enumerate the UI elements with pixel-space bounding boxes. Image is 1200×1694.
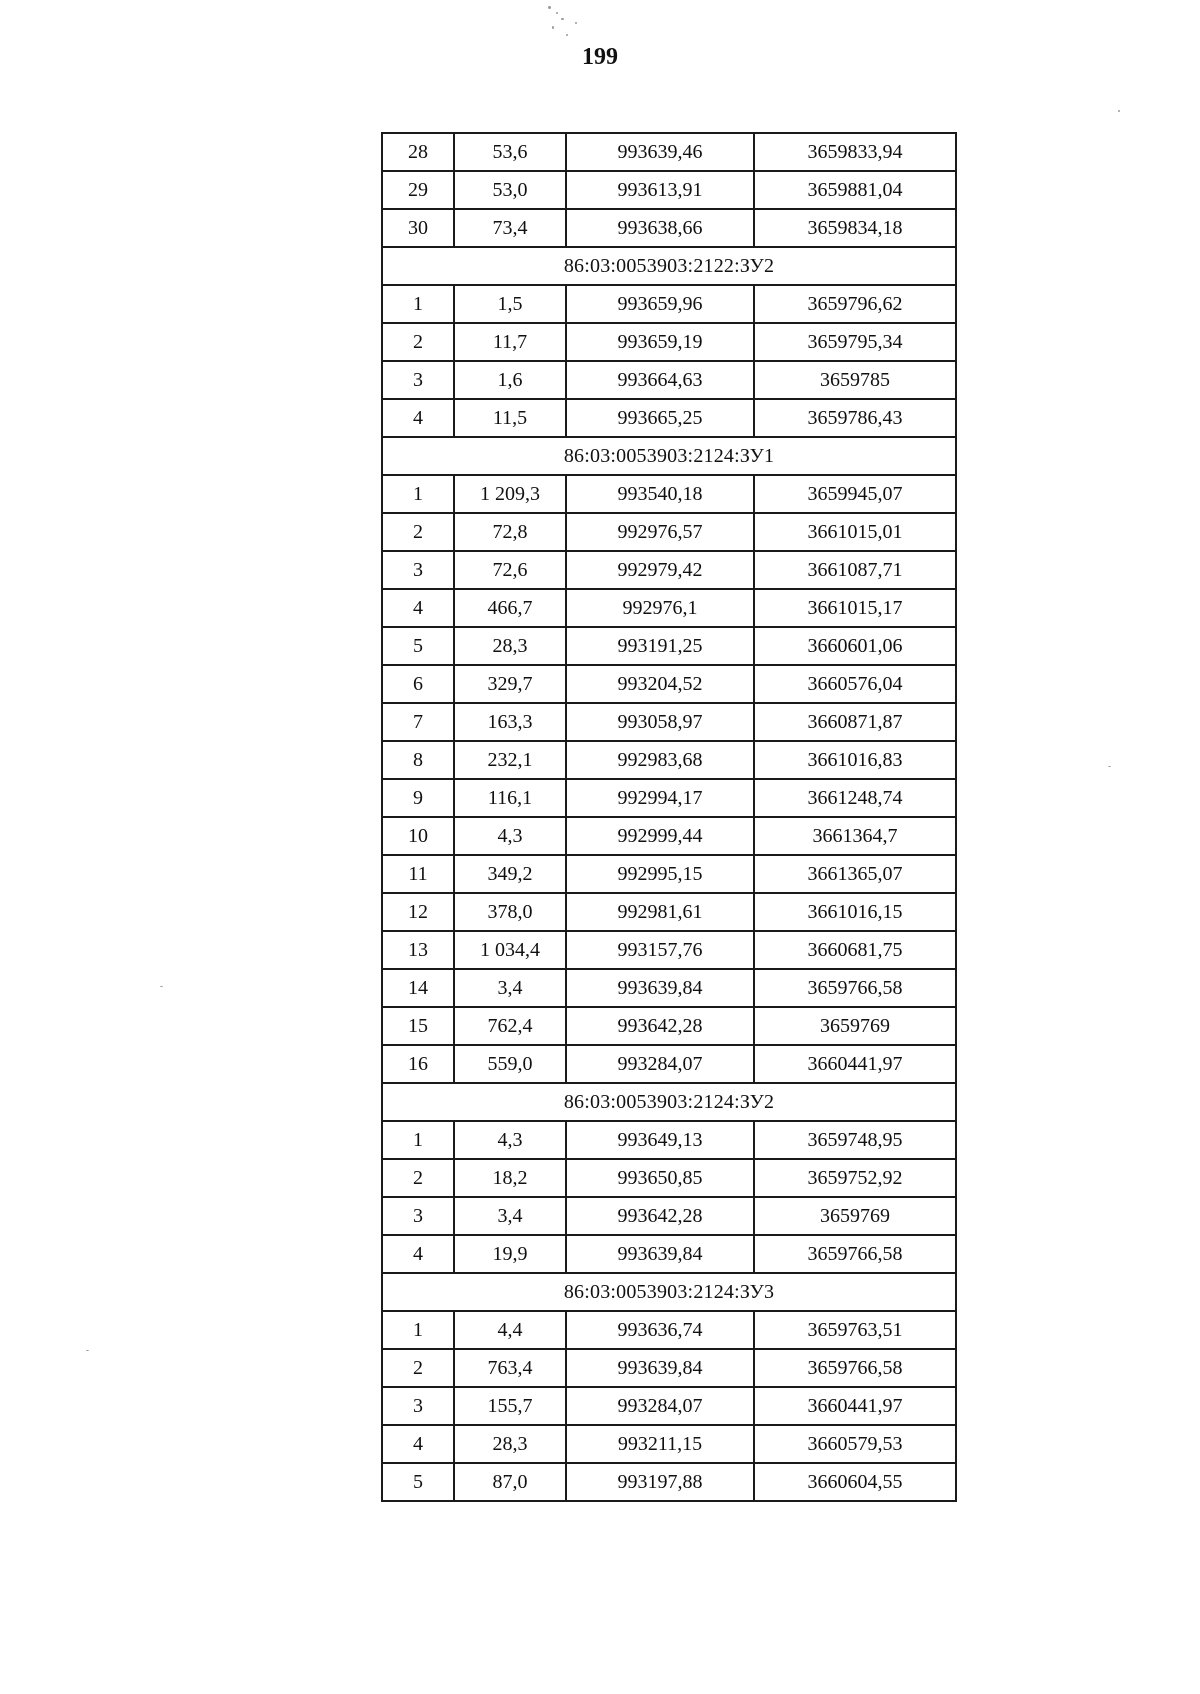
x-coordinate-cell: 992995,15 — [566, 855, 754, 893]
y-coordinate-cell: 3661016,15 — [754, 893, 956, 931]
scan-speck — [561, 18, 564, 20]
cadastral-number-label: 86:03:0053903:2124:ЗУ3 — [382, 1273, 956, 1311]
x-coordinate-cell: 992976,1 — [566, 589, 754, 627]
y-coordinate-cell: 3660576,04 — [754, 665, 956, 703]
table-row — [382, 513, 956, 551]
y-coordinate-cell: 3660601,06 — [754, 627, 956, 665]
page-number: 199 — [582, 44, 618, 70]
y-coordinate-cell: 3661015,17 — [754, 589, 956, 627]
point-number-cell: 4 — [382, 1235, 454, 1273]
segment-length-cell: 155,7 — [454, 1387, 566, 1425]
x-coordinate-cell: 993638,66 — [566, 209, 754, 247]
point-number-cell: 4 — [382, 399, 454, 437]
point-number-cell: 13 — [382, 931, 454, 969]
y-coordinate-cell: 3659795,34 — [754, 323, 956, 361]
y-coordinate-cell: 3661087,71 — [754, 551, 956, 589]
table-row — [382, 475, 956, 513]
segment-length-cell: 329,7 — [454, 665, 566, 703]
point-number-cell: 3 — [382, 1387, 454, 1425]
table-row — [382, 133, 956, 171]
segment-length-cell: 349,2 — [454, 855, 566, 893]
table-row — [382, 285, 956, 323]
y-coordinate-cell: 3659769 — [754, 1197, 956, 1235]
x-coordinate-cell: 993642,28 — [566, 1007, 754, 1045]
y-coordinate-cell: 3661015,01 — [754, 513, 956, 551]
y-coordinate-cell: 3659833,94 — [754, 133, 956, 171]
x-coordinate-cell: 992994,17 — [566, 779, 754, 817]
table-row — [382, 361, 956, 399]
segment-length-cell: 11,5 — [454, 399, 566, 437]
table-row — [382, 893, 956, 931]
point-number-cell: 14 — [382, 969, 454, 1007]
x-coordinate-cell: 993659,96 — [566, 285, 754, 323]
scan-speck — [1118, 110, 1120, 112]
x-coordinate-cell: 993284,07 — [566, 1387, 754, 1425]
x-coordinate-cell: 993058,97 — [566, 703, 754, 741]
segment-length-cell: 28,3 — [454, 1425, 566, 1463]
scan-speck — [1108, 766, 1111, 767]
y-coordinate-cell: 3659796,62 — [754, 285, 956, 323]
x-coordinate-cell: 993540,18 — [566, 475, 754, 513]
table-row — [382, 817, 956, 855]
x-coordinate-cell: 993665,25 — [566, 399, 754, 437]
segment-length-cell: 28,3 — [454, 627, 566, 665]
point-number-cell: 9 — [382, 779, 454, 817]
cadastral-number-label: 86:03:0053903:2124:ЗУ2 — [382, 1083, 956, 1121]
y-coordinate-cell: 3659766,58 — [754, 1235, 956, 1273]
y-coordinate-cell: 3659766,58 — [754, 1349, 956, 1387]
segment-length-cell: 116,1 — [454, 779, 566, 817]
table-row — [382, 779, 956, 817]
table-row — [382, 1349, 956, 1387]
segment-length-cell: 763,4 — [454, 1349, 566, 1387]
section-header-row — [382, 247, 956, 285]
coordinates-table — [381, 132, 957, 1502]
x-coordinate-cell: 992981,61 — [566, 893, 754, 931]
point-number-cell: 2 — [382, 1349, 454, 1387]
y-coordinate-cell: 3660441,97 — [754, 1045, 956, 1083]
segment-length-cell: 19,9 — [454, 1235, 566, 1273]
scan-speck — [548, 6, 551, 9]
scan-speck — [552, 26, 554, 29]
x-coordinate-cell: 993204,52 — [566, 665, 754, 703]
point-number-cell: 1 — [382, 475, 454, 513]
segment-length-cell: 1,6 — [454, 361, 566, 399]
point-number-cell: 2 — [382, 513, 454, 551]
table-row — [382, 931, 956, 969]
y-coordinate-cell: 3659945,07 — [754, 475, 956, 513]
x-coordinate-cell: 993636,74 — [566, 1311, 754, 1349]
segment-length-cell: 1,5 — [454, 285, 566, 323]
y-coordinate-cell: 3661365,07 — [754, 855, 956, 893]
section-header-row — [382, 1273, 956, 1311]
x-coordinate-cell: 993197,88 — [566, 1463, 754, 1501]
x-coordinate-cell: 993613,91 — [566, 171, 754, 209]
y-coordinate-cell: 3660579,53 — [754, 1425, 956, 1463]
point-number-cell: 2 — [382, 1159, 454, 1197]
y-coordinate-cell: 3659766,58 — [754, 969, 956, 1007]
segment-length-cell: 4,4 — [454, 1311, 566, 1349]
x-coordinate-cell: 993639,84 — [566, 1349, 754, 1387]
segment-length-cell: 3,4 — [454, 969, 566, 1007]
y-coordinate-cell: 3661364,7 — [754, 817, 956, 855]
y-coordinate-cell: 3660871,87 — [754, 703, 956, 741]
point-number-cell: 16 — [382, 1045, 454, 1083]
table-row — [382, 1121, 956, 1159]
segment-length-cell: 87,0 — [454, 1463, 566, 1501]
table-row — [382, 1159, 956, 1197]
point-number-cell: 4 — [382, 1425, 454, 1463]
point-number-cell: 1 — [382, 1121, 454, 1159]
x-coordinate-cell: 993639,84 — [566, 1235, 754, 1273]
y-coordinate-cell: 3659748,95 — [754, 1121, 956, 1159]
x-coordinate-cell: 993157,76 — [566, 931, 754, 969]
coordinates-table-body — [382, 133, 956, 1501]
point-number-cell: 5 — [382, 627, 454, 665]
table-row — [382, 1387, 956, 1425]
table-row — [382, 589, 956, 627]
segment-length-cell: 53,0 — [454, 171, 566, 209]
segment-length-cell: 1 034,4 — [454, 931, 566, 969]
scan-speck — [86, 1350, 89, 1351]
table-row — [382, 969, 956, 1007]
segment-length-cell: 4,3 — [454, 817, 566, 855]
point-number-cell: 10 — [382, 817, 454, 855]
point-number-cell: 3 — [382, 551, 454, 589]
point-number-cell: 2 — [382, 323, 454, 361]
x-coordinate-cell: 993649,13 — [566, 1121, 754, 1159]
y-coordinate-cell: 3659752,92 — [754, 1159, 956, 1197]
segment-length-cell: 53,6 — [454, 133, 566, 171]
table-row — [382, 1463, 956, 1501]
point-number-cell: 1 — [382, 1311, 454, 1349]
segment-length-cell: 72,6 — [454, 551, 566, 589]
y-coordinate-cell: 3659834,18 — [754, 209, 956, 247]
x-coordinate-cell: 993650,85 — [566, 1159, 754, 1197]
table-row — [382, 551, 956, 589]
table-row — [382, 855, 956, 893]
segment-length-cell: 762,4 — [454, 1007, 566, 1045]
point-number-cell: 6 — [382, 665, 454, 703]
table-row — [382, 1425, 956, 1463]
table-row — [382, 1311, 956, 1349]
y-coordinate-cell: 3659786,43 — [754, 399, 956, 437]
table-row — [382, 1235, 956, 1273]
point-number-cell: 29 — [382, 171, 454, 209]
point-number-cell: 30 — [382, 209, 454, 247]
segment-length-cell: 4,3 — [454, 1121, 566, 1159]
table-row — [382, 209, 956, 247]
segment-length-cell: 466,7 — [454, 589, 566, 627]
table-row — [382, 323, 956, 361]
scan-speck — [160, 986, 163, 987]
y-coordinate-cell: 3661248,74 — [754, 779, 956, 817]
table-row — [382, 1045, 956, 1083]
x-coordinate-cell: 992983,68 — [566, 741, 754, 779]
table-row — [382, 171, 956, 209]
segment-length-cell: 72,8 — [454, 513, 566, 551]
segment-length-cell: 163,3 — [454, 703, 566, 741]
segment-length-cell: 11,7 — [454, 323, 566, 361]
cadastral-number-label: 86:03:0053903:2122:ЗУ2 — [382, 247, 956, 285]
x-coordinate-cell: 993211,15 — [566, 1425, 754, 1463]
point-number-cell: 1 — [382, 285, 454, 323]
point-number-cell: 5 — [382, 1463, 454, 1501]
y-coordinate-cell: 3659785 — [754, 361, 956, 399]
segment-length-cell: 232,1 — [454, 741, 566, 779]
point-number-cell: 15 — [382, 1007, 454, 1045]
point-number-cell: 28 — [382, 133, 454, 171]
x-coordinate-cell: 992979,42 — [566, 551, 754, 589]
x-coordinate-cell: 993639,84 — [566, 969, 754, 1007]
table-row — [382, 399, 956, 437]
scan-speck — [556, 12, 558, 14]
segment-length-cell: 378,0 — [454, 893, 566, 931]
x-coordinate-cell: 993659,19 — [566, 323, 754, 361]
segment-length-cell: 18,2 — [454, 1159, 566, 1197]
table-row — [382, 1197, 956, 1235]
point-number-cell: 8 — [382, 741, 454, 779]
table-row — [382, 627, 956, 665]
table-row — [382, 665, 956, 703]
cadastral-number-label: 86:03:0053903:2124:ЗУ1 — [382, 437, 956, 475]
y-coordinate-cell: 3661016,83 — [754, 741, 956, 779]
x-coordinate-cell: 993639,46 — [566, 133, 754, 171]
x-coordinate-cell: 992976,57 — [566, 513, 754, 551]
y-coordinate-cell: 3659769 — [754, 1007, 956, 1045]
x-coordinate-cell: 993284,07 — [566, 1045, 754, 1083]
y-coordinate-cell: 3660604,55 — [754, 1463, 956, 1501]
scan-speck — [566, 34, 568, 36]
table-row — [382, 1007, 956, 1045]
segment-length-cell: 3,4 — [454, 1197, 566, 1235]
segment-length-cell: 73,4 — [454, 209, 566, 247]
section-header-row — [382, 437, 956, 475]
y-coordinate-cell: 3660681,75 — [754, 931, 956, 969]
point-number-cell: 12 — [382, 893, 454, 931]
point-number-cell: 3 — [382, 1197, 454, 1235]
point-number-cell: 4 — [382, 589, 454, 627]
x-coordinate-cell: 993664,63 — [566, 361, 754, 399]
section-header-row — [382, 1083, 956, 1121]
y-coordinate-cell: 3660441,97 — [754, 1387, 956, 1425]
y-coordinate-cell: 3659881,04 — [754, 171, 956, 209]
table-row — [382, 703, 956, 741]
x-coordinate-cell: 993642,28 — [566, 1197, 754, 1235]
x-coordinate-cell: 993191,25 — [566, 627, 754, 665]
point-number-cell: 7 — [382, 703, 454, 741]
x-coordinate-cell: 992999,44 — [566, 817, 754, 855]
table-row — [382, 741, 956, 779]
segment-length-cell: 559,0 — [454, 1045, 566, 1083]
y-coordinate-cell: 3659763,51 — [754, 1311, 956, 1349]
point-number-cell: 11 — [382, 855, 454, 893]
point-number-cell: 3 — [382, 361, 454, 399]
segment-length-cell: 1 209,3 — [454, 475, 566, 513]
scan-speck — [575, 22, 577, 24]
